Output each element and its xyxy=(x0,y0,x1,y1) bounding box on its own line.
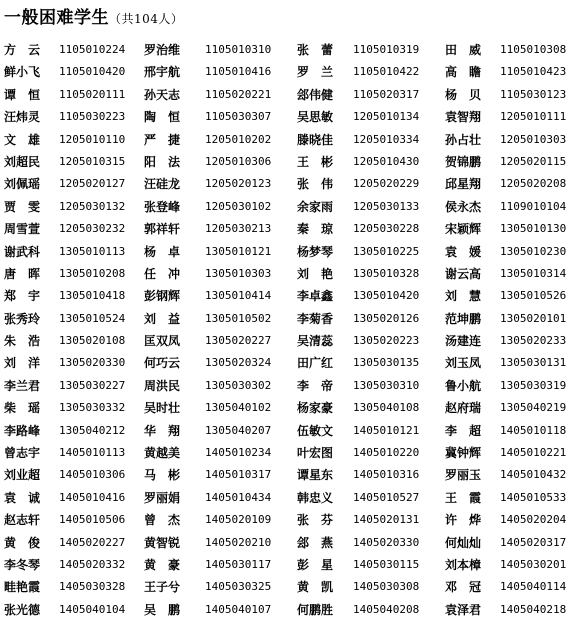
student-name: 陶 恒 xyxy=(144,110,181,125)
student-id: 1205030132 xyxy=(59,199,126,213)
student-id: 1405010220 xyxy=(353,446,420,460)
student-id: 1405040218 xyxy=(500,602,567,616)
student-name: 马 彬 xyxy=(144,468,181,483)
student-name: 刘佩瑶 xyxy=(4,177,41,192)
student-name: 许 烨 xyxy=(445,513,482,528)
student-id: 1305020324 xyxy=(205,356,272,370)
student-id: 1305010414 xyxy=(205,289,272,303)
student-name: 黄 俊 xyxy=(4,535,41,550)
student-name: 鲜小飞 xyxy=(4,65,41,80)
student-name: 袁智翔 xyxy=(445,110,482,125)
student-id: 1205030102 xyxy=(205,199,272,213)
page-title xyxy=(4,3,183,28)
table-row xyxy=(0,330,575,352)
student-name: 黄越美 xyxy=(144,446,181,461)
student-id: 1305040207 xyxy=(205,423,272,437)
student-table xyxy=(0,39,575,621)
student-id: 1105010319 xyxy=(353,43,420,56)
table-row xyxy=(0,106,575,128)
student-id: 1305010303 xyxy=(205,266,272,280)
student-id: 1405040208 xyxy=(353,602,420,616)
student-name: 刘 洋 xyxy=(4,356,41,371)
student-id: 1205020127 xyxy=(59,177,126,191)
student-name: 杨梦琴 xyxy=(297,244,334,259)
student-name: 刘超民 xyxy=(4,154,41,169)
student-id: 1205010111 xyxy=(500,110,567,124)
student-id: 1405020210 xyxy=(205,535,272,549)
student-name: 范坤鹏 xyxy=(445,311,482,326)
student-name: 滕晓佳 xyxy=(297,132,334,147)
student-name: 冀钟辉 xyxy=(445,446,482,461)
student-name: 李 超 xyxy=(445,423,482,438)
student-name: 刘业超 xyxy=(4,468,41,483)
student-name: 叶宏图 xyxy=(297,446,334,461)
student-id: 1405010533 xyxy=(500,490,567,504)
student-id: 1405020330 xyxy=(353,535,420,549)
table-row xyxy=(0,151,575,173)
student-id: 1205020229 xyxy=(353,177,420,191)
student-id: 1105010224 xyxy=(59,43,126,56)
student-name: 彭 星 xyxy=(297,557,334,572)
student-name: 汪炜灵 xyxy=(4,110,41,125)
student-id: 1405020317 xyxy=(500,535,567,549)
student-id: 1105010422 xyxy=(353,65,420,79)
student-name: 黄 凯 xyxy=(297,580,334,595)
student-id: 1105030223 xyxy=(59,110,126,124)
student-id: 1305040219 xyxy=(500,401,567,415)
student-name: 李菊香 xyxy=(297,311,334,326)
student-id: 1205030213 xyxy=(205,222,272,236)
student-id: 1105020221 xyxy=(205,87,272,101)
student-count: （共104人） xyxy=(109,12,184,26)
student-name: 彭钢辉 xyxy=(144,289,181,304)
student-name: 谢武科 xyxy=(4,244,41,259)
student-name: 朱 浩 xyxy=(4,334,41,349)
student-id: 1405010113 xyxy=(59,446,126,460)
student-id: 1205010110 xyxy=(59,132,126,146)
student-id: 1205010134 xyxy=(353,110,420,124)
student-name: 秦 琼 xyxy=(297,222,334,237)
table-row xyxy=(0,39,575,61)
student-id: 1405010432 xyxy=(500,468,567,482)
table-row xyxy=(0,352,575,374)
student-id: 1405030325 xyxy=(205,580,272,594)
student-name: 李路峰 xyxy=(4,423,41,438)
student-name: 张 芬 xyxy=(297,513,334,528)
student-name: 田 威 xyxy=(445,43,482,57)
table-row xyxy=(0,554,575,576)
student-name: 方 云 xyxy=(4,43,41,57)
student-id: 1305010130 xyxy=(500,222,567,236)
student-id: 1405020109 xyxy=(205,513,272,527)
table-row xyxy=(0,420,575,442)
student-name: 谭 恒 xyxy=(4,87,41,102)
student-id: 1405030308 xyxy=(353,580,420,594)
table-row xyxy=(0,196,575,218)
student-id: 1305030310 xyxy=(353,378,420,392)
student-id: 1205010315 xyxy=(59,154,126,168)
student-name: 曾 杰 xyxy=(144,513,181,528)
student-name: 汪硅龙 xyxy=(144,177,181,192)
student-id: 1205010202 xyxy=(205,132,272,146)
student-id: 1305020233 xyxy=(500,334,567,348)
student-id: 1205010334 xyxy=(353,132,420,146)
student-name: 袁泽君 xyxy=(445,602,482,617)
student-name: 伍敏文 xyxy=(297,423,334,438)
student-id: 1305010113 xyxy=(59,244,126,258)
student-name: 罗治维 xyxy=(144,43,181,57)
student-name: 周雪萱 xyxy=(4,222,41,237)
student-name: 谢云高 xyxy=(445,266,482,281)
student-id: 1205010430 xyxy=(353,154,420,168)
student-name: 汤建连 xyxy=(445,334,482,349)
student-id: 1305030227 xyxy=(59,378,126,392)
student-name: 王 彬 xyxy=(297,154,334,169)
table-row xyxy=(0,61,575,83)
student-id: 1105030123 xyxy=(500,87,567,101)
student-id: 1109010104 xyxy=(500,199,567,213)
student-name: 谭星东 xyxy=(297,468,334,483)
student-id: 1305010524 xyxy=(59,311,126,325)
student-name: 贾 雯 xyxy=(4,199,41,214)
student-id: 1305030302 xyxy=(205,378,272,392)
student-id: 1305010314 xyxy=(500,266,567,280)
student-id: 1405010527 xyxy=(353,490,420,504)
table-row xyxy=(0,285,575,307)
student-id: 1305010208 xyxy=(59,266,126,280)
student-name: 唐 晖 xyxy=(4,266,41,281)
student-id: 1305010420 xyxy=(353,289,420,303)
student-id: 1405010118 xyxy=(500,423,567,437)
student-name: 张秀玲 xyxy=(4,311,41,326)
student-id: 1205020123 xyxy=(205,177,272,191)
table-row xyxy=(0,263,575,285)
student-name: 李卓鑫 xyxy=(297,289,334,304)
student-id: 1305030135 xyxy=(353,356,420,370)
student-name: 邓 冠 xyxy=(445,580,482,595)
student-name: 赵志轩 xyxy=(4,513,41,528)
student-id: 1305040108 xyxy=(353,401,420,415)
student-name: 刘 益 xyxy=(144,311,181,326)
student-name: 鲁小航 xyxy=(445,378,482,393)
table-row xyxy=(0,576,575,598)
student-id: 1405020332 xyxy=(59,557,126,571)
student-name: 畦艳霞 xyxy=(4,580,41,595)
student-id: 1305010526 xyxy=(500,289,567,303)
student-name: 邢宇航 xyxy=(144,65,181,80)
student-id: 1105030307 xyxy=(205,110,272,124)
table-row xyxy=(0,375,575,397)
student-name: 李冬琴 xyxy=(4,557,41,572)
student-name: 吴清蕊 xyxy=(297,334,334,349)
student-id: 1205020208 xyxy=(500,177,567,191)
student-name: 孙天志 xyxy=(144,87,181,102)
student-name: 高 瞻 xyxy=(445,65,482,80)
student-id: 1305020223 xyxy=(353,334,420,348)
student-id: 1405010221 xyxy=(500,446,567,460)
student-id: 1405010306 xyxy=(59,468,126,482)
student-id: 1305020101 xyxy=(500,311,567,325)
student-id: 1105010310 xyxy=(205,43,272,56)
student-id: 1405010234 xyxy=(205,446,272,460)
student-id: 1405030328 xyxy=(59,580,126,594)
student-name: 杨 卓 xyxy=(144,244,181,259)
student-name: 孙占壮 xyxy=(445,132,482,147)
table-row xyxy=(0,129,575,151)
title-text: 一般困难学生 xyxy=(4,8,109,28)
student-id: 1205030228 xyxy=(353,222,420,236)
student-name: 张 伟 xyxy=(297,177,334,192)
table-row xyxy=(0,532,575,554)
student-id: 1305020126 xyxy=(353,311,420,325)
student-name: 严 捷 xyxy=(144,132,181,147)
student-id: 1105020317 xyxy=(353,87,420,101)
student-id: 1305030332 xyxy=(59,401,126,415)
student-id: 1305010328 xyxy=(353,266,420,280)
student-id: 1405020227 xyxy=(59,535,126,549)
student-name: 罗 兰 xyxy=(297,65,334,80)
student-id: 1405010434 xyxy=(205,490,272,504)
student-name: 杨 贝 xyxy=(445,87,482,102)
student-name: 张登峰 xyxy=(144,199,181,214)
student-name: 韩忠义 xyxy=(297,490,334,505)
student-id: 1205010303 xyxy=(500,132,567,146)
table-row xyxy=(0,487,575,509)
student-id: 1105010423 xyxy=(500,65,567,79)
student-name: 何灿灿 xyxy=(445,535,482,550)
student-id: 1305010418 xyxy=(59,289,126,303)
student-name: 袁 媛 xyxy=(445,244,482,259)
student-name: 侯永杰 xyxy=(445,199,482,214)
student-name: 罗丽娟 xyxy=(144,490,181,505)
student-name: 宋颖辉 xyxy=(445,222,482,237)
student-id: 1405030201 xyxy=(500,557,567,571)
student-name: 黄智锐 xyxy=(144,535,181,550)
student-id: 1305040102 xyxy=(205,401,272,415)
student-name: 何巧云 xyxy=(144,356,181,371)
student-name: 刘 慧 xyxy=(445,289,482,304)
student-name: 郭祥轩 xyxy=(144,222,181,237)
student-name: 王子兮 xyxy=(144,580,181,595)
student-name: 阳 法 xyxy=(144,154,181,169)
student-name: 王 霞 xyxy=(445,490,482,505)
student-name: 吴思敏 xyxy=(297,110,334,125)
student-name: 杨家豪 xyxy=(297,401,334,416)
student-name: 罗丽玉 xyxy=(445,468,482,483)
student-id: 1405040104 xyxy=(59,602,126,616)
student-name: 刘本樟 xyxy=(445,557,482,572)
student-id: 1405040107 xyxy=(205,602,272,616)
table-row xyxy=(0,509,575,531)
student-name: 郐伟健 xyxy=(297,87,334,102)
student-id: 1305010502 xyxy=(205,311,272,325)
student-id: 1205030232 xyxy=(59,222,126,236)
student-id: 1205030133 xyxy=(353,199,420,213)
student-id: 1305020108 xyxy=(59,334,126,348)
student-name: 刘玉凤 xyxy=(445,356,482,371)
student-name: 余家雨 xyxy=(297,199,334,214)
student-id: 1105010420 xyxy=(59,65,126,79)
student-name: 张 蕾 xyxy=(297,43,334,57)
student-name: 周洪民 xyxy=(144,378,181,393)
student-id: 1405010317 xyxy=(205,468,272,482)
student-id: 1405010416 xyxy=(59,490,126,504)
student-id: 1305010230 xyxy=(500,244,567,258)
student-id: 1405020204 xyxy=(500,513,567,527)
student-name: 刘 艳 xyxy=(297,266,334,281)
student-id: 1305030131 xyxy=(500,356,567,370)
student-name: 曾志宇 xyxy=(4,446,41,461)
student-name: 吴时壮 xyxy=(144,401,181,416)
table-row xyxy=(0,397,575,419)
table-row xyxy=(0,464,575,486)
table-row xyxy=(0,218,575,240)
table-row xyxy=(0,173,575,195)
student-id: 1405030117 xyxy=(205,557,272,571)
student-id: 1405010121 xyxy=(353,423,420,437)
student-name: 文 雄 xyxy=(4,132,41,147)
student-id: 1405010316 xyxy=(353,468,420,482)
table-row xyxy=(0,442,575,464)
student-id: 1305020330 xyxy=(59,356,126,370)
student-id: 1305010225 xyxy=(353,244,420,258)
student-name: 贺锦鹏 xyxy=(445,154,482,169)
student-name: 田广红 xyxy=(297,356,334,371)
student-name: 郐 燕 xyxy=(297,535,334,550)
student-name: 李兰君 xyxy=(4,378,41,393)
student-name: 黄 豪 xyxy=(144,557,181,572)
table-row xyxy=(0,599,575,621)
student-name: 吴 鹏 xyxy=(144,602,181,617)
student-id: 1305010121 xyxy=(205,244,272,258)
student-id: 1405030115 xyxy=(353,557,420,571)
table-row xyxy=(0,308,575,330)
student-name: 袁 诚 xyxy=(4,490,41,505)
student-id: 1205020115 xyxy=(500,154,567,168)
student-id: 1105020111 xyxy=(59,87,126,101)
student-name: 任 冲 xyxy=(144,266,181,281)
student-id: 1305030319 xyxy=(500,378,567,392)
student-name: 邱星翔 xyxy=(445,177,482,192)
student-id: 1105010308 xyxy=(500,43,567,56)
student-name: 华 翔 xyxy=(144,423,181,438)
student-id: 1405020131 xyxy=(353,513,420,527)
student-name: 柴 瑶 xyxy=(4,401,41,416)
student-id: 1405040114 xyxy=(500,580,567,594)
student-name: 郑 宇 xyxy=(4,289,41,304)
student-name: 匡双凤 xyxy=(144,334,181,349)
student-id: 1305040212 xyxy=(59,423,126,437)
student-id: 1405010506 xyxy=(59,513,126,527)
student-id: 1305020227 xyxy=(205,334,272,348)
student-id: 1205010306 xyxy=(205,154,272,168)
student-name: 何鹏胜 xyxy=(297,602,334,617)
student-name: 李 帝 xyxy=(297,378,334,393)
table-row xyxy=(0,84,575,106)
table-row xyxy=(0,241,575,263)
student-name: 张光德 xyxy=(4,602,41,617)
student-name: 赵府瑞 xyxy=(445,401,482,416)
student-id: 1105010416 xyxy=(205,65,272,79)
